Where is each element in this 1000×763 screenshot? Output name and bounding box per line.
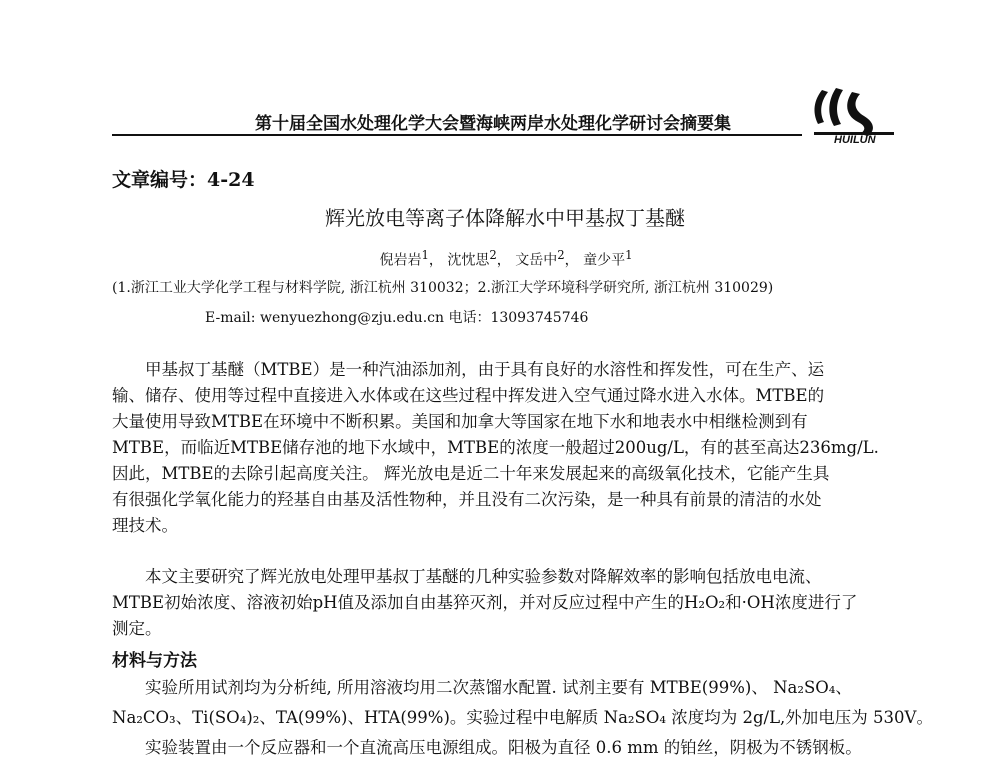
text-line: 本文主要研究了辉光放电处理甲基叔丁基醚的几种实验参数对降解效率的影响包括放电电流、 [145, 567, 822, 586]
running-header-title: 第十届全国水处理化学大会暨海峡两岸水处理化学研讨会摘要集 [255, 114, 731, 134]
header-rule [112, 134, 802, 136]
intro-paragraph [112, 357, 892, 539]
text-line: 实验所用试剂均为分析纯, 所用溶液均用二次蒸馏水配置. 试剂主要有 MTBE(99%)、 Na₂SO₄、 [145, 678, 852, 697]
text-line: 因此，MTBE的去除引起高度关注。 辉光放电是近二十年来发展起来的高级氧化技术，它能产生具 [112, 464, 830, 483]
text-line: 测定。 [112, 619, 162, 638]
author-name: 童少平 [583, 252, 626, 269]
text-line: 实验装置由一个反应器和一个直流高压电源组成。阳极为直径 0.6 mm 的铂丝，阴极为不锈钢板。 [145, 738, 862, 757]
article-title: 辉光放电等离子体降解水中甲基叔丁基醚 [325, 206, 685, 230]
author-affiliation-mark: 1 [421, 248, 429, 262]
article-number: 文章编号：4-24 [112, 169, 255, 191]
contact-info: E-mail: wenyuezhong@zju.edu.cn 电话：13093745746 [205, 310, 589, 326]
text-line: 大量使用导致MTBE在环境中不断积累。美国和加拿大等国家在地下水和地表水中相继检测到有 [112, 412, 808, 431]
text-line: 甲基叔丁基醚（MTBE）是一种汽油添加剂，由于具有良好的水溶性和挥发性，可在生产、运 [145, 360, 825, 379]
author-name: 沈忱思 [447, 252, 490, 269]
methods-paragraph [112, 673, 933, 763]
text-line: MTBE，而临近MTBE储存池的地下水域中，MTBE的浓度一般超过200ug/L，有的甚至高达236mg/L. [112, 438, 879, 457]
author-name: 文岳中 [515, 252, 558, 269]
author-affiliation-mark: 2 [557, 248, 565, 262]
author-affiliation-mark: 1 [625, 248, 633, 262]
text-line: MTBE初始浓度、溶液初始pH值及添加自由基猝灭剂，并对反应过程中产生的H₂O₂和·OH浓度进行了 [112, 593, 858, 612]
text-line: 理技术。 [112, 516, 178, 535]
author-affiliations: (1.浙江工业大学化学工程与材料学院, 浙江杭州 310032；2.浙江大学环境科学研究所, 浙江杭州 310029) [112, 280, 774, 296]
text-line: Na₂CO₃、Ti(SO₄)₂、TA(99%)、HTA(99%)。实验过程中电解质 Na₂SO₄ 浓度均为 2g/L,外加电压为 530V。 [112, 708, 933, 727]
author-list: 倪岩岩$^1$， 沈忱思$^2$， 文岳中$^2$， 童少平$^1$ [379, 248, 633, 269]
logo-wordmark: HUILUN [834, 134, 876, 146]
author-name: 倪岩岩 [379, 252, 422, 269]
section-heading-methods: 材料与方法 [112, 651, 197, 671]
author-affiliation-mark: 2 [489, 248, 497, 262]
text-line: 有很强化学氧化能力的羟基自由基及活性物种，并且没有二次污染，是一种具有前景的清洁的水处 [112, 490, 822, 509]
scope-paragraph [112, 564, 892, 642]
text-line: 输、储存、使用等过程中直接进入水体或在这些过程中挥发进入空气通过降水进入水体。MTBE的 [112, 386, 825, 405]
